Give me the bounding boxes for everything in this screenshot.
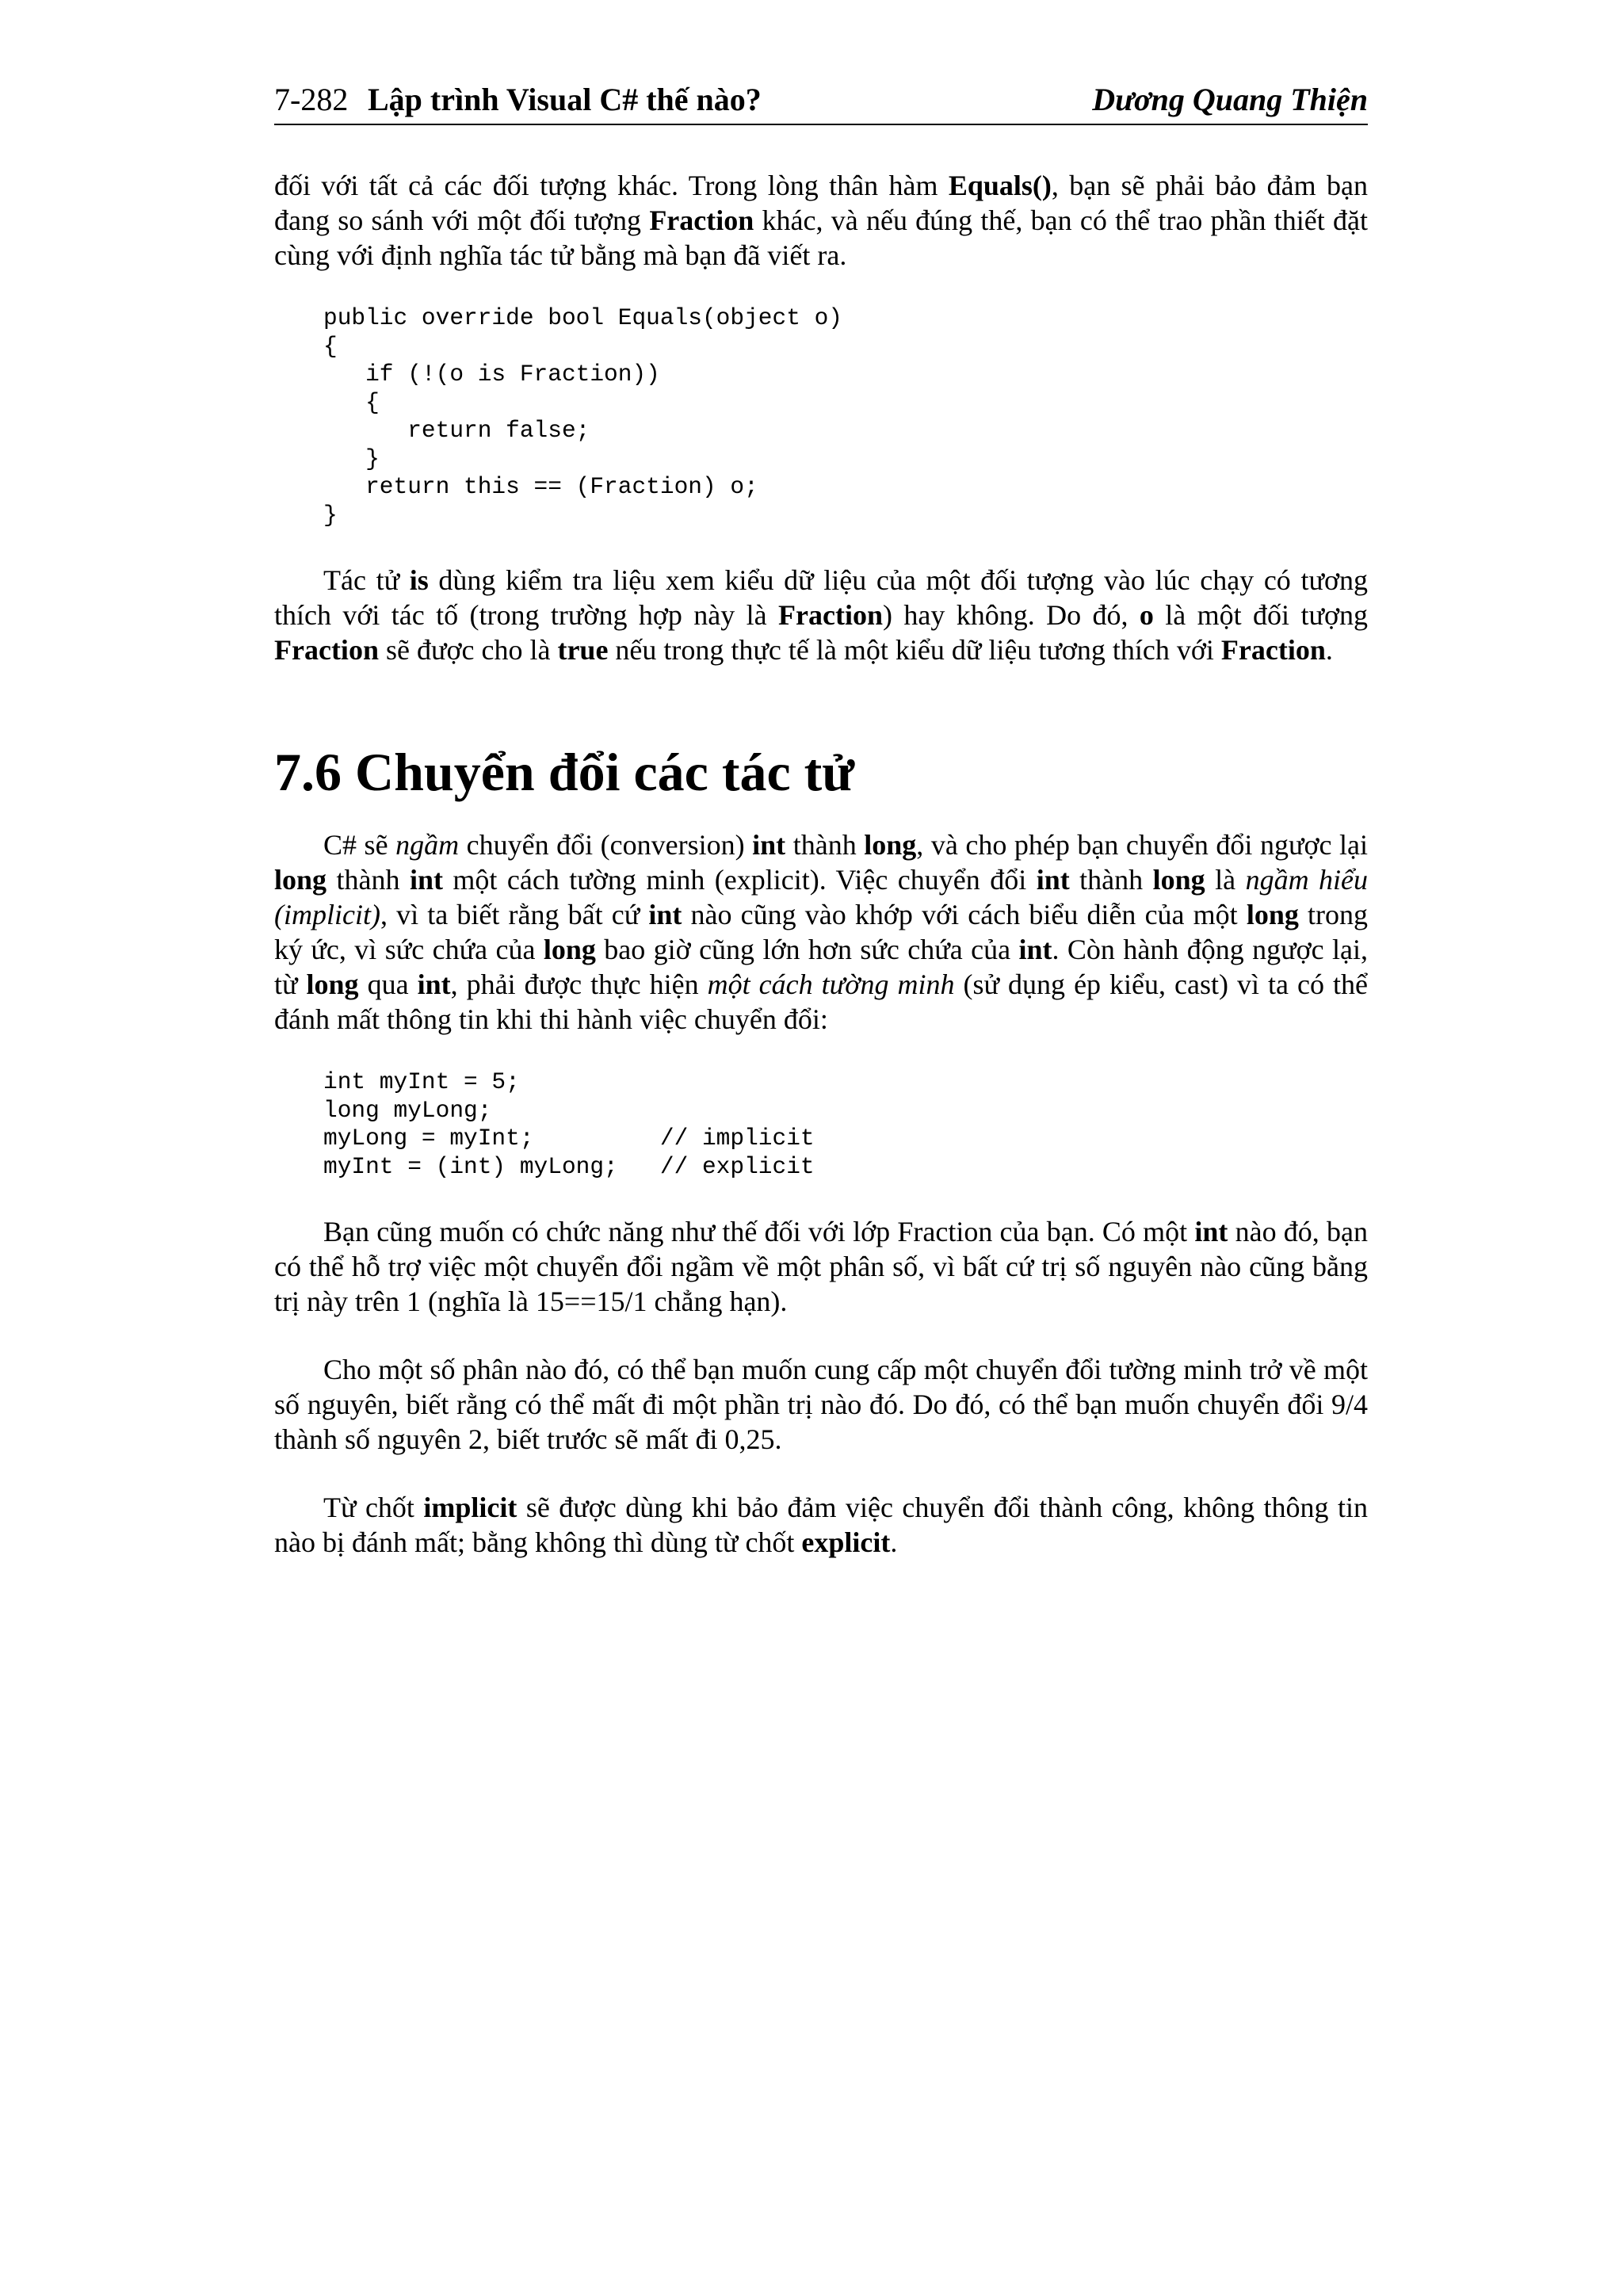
text-run: (sử dụng ép kiểu, cast) vì ta có thể đánh mất thông tin khi thi hành việc chuyển đổi: xyxy=(274,968,1369,1035)
text-run: thành xyxy=(1069,864,1153,896)
text-run: int xyxy=(409,864,443,896)
text-run: Bạn cũng muốn có chức năng như thế đối với lớp Fraction của bạn. Có một xyxy=(323,1216,1195,1247)
text-run: C# sẽ xyxy=(323,829,396,861)
text-run: . Còn hành động ngược lại, từ xyxy=(274,934,1369,1000)
paragraph-conversion-intro xyxy=(274,827,1368,1037)
text-run: một cách tường minh xyxy=(707,968,955,1000)
text-run: đối với tất cả các đối tượng khác. Trong lòng thân hàm xyxy=(274,170,949,201)
text-run: sẽ được cho là xyxy=(378,634,558,666)
text-run: int xyxy=(1036,864,1070,896)
text-run: int xyxy=(648,899,682,930)
text-run: bao giờ cũng lớn hơn sức chứa của xyxy=(595,934,1019,965)
text-run: , phải được thực hiện xyxy=(450,968,708,1000)
text-run: dùng kiểm tra liệu xem kiểu dữ liệu của một đối tượng vào lúc chạy có tương thích với tác tố (trong trường hợp này là xyxy=(274,564,1368,631)
text-run: true xyxy=(557,634,609,666)
text-run: thành xyxy=(785,829,865,861)
text-run: là xyxy=(1205,864,1246,896)
text-run: explicit xyxy=(801,1526,891,1558)
book-title: Lập trình Visual C# thế nào? xyxy=(368,82,762,117)
code-equals-method: public override bool Equals(object o) { if (!(o is Fraction)) { return false; } return this == (Fraction) o; } xyxy=(323,304,843,529)
text-run: Cho một số phân nào đó, có thể bạn muốn cung cấp một chuyển đổi tường minh trở về một số nguyên, biết rằng có thể mất đi một phần trị nào đó. Do đó, có thể bạn muốn chuyển đổi 9/4 thành số nguyên 2, biết trước sẽ mất đi 0,25. xyxy=(274,1354,1368,1455)
text-run: , vì ta biết rằng bất cứ xyxy=(380,899,649,930)
text-run: Tác tử xyxy=(323,564,410,596)
author-name: Dương Quang Thiện xyxy=(1092,82,1368,117)
text-run: long xyxy=(1152,864,1205,896)
text-run: is xyxy=(409,564,429,596)
text-run: . xyxy=(890,1526,898,1558)
text-run: Fraction xyxy=(274,634,379,666)
text-run: o xyxy=(1139,599,1154,631)
page-header xyxy=(274,73,1368,125)
text-run: khác, và nếu đúng thế, bạn có thể trao phần thiết đặt cùng với định nghĩa tác tử bằng mà bạn đã viết ra. xyxy=(274,204,1368,271)
text-run: trong ký ức, vì sức chứa của xyxy=(274,899,1368,965)
text-run: int xyxy=(752,829,786,861)
text-run: int xyxy=(1194,1216,1228,1247)
paragraph-equals-intro xyxy=(274,168,1368,273)
code-conversion-example: int myInt = 5; long myLong; myLong = myInt; // implicit myInt = (int) myLong; // explicit xyxy=(323,1068,815,1180)
paragraph-fraction-implicit xyxy=(274,1214,1368,1319)
text-run: là một đối tượng xyxy=(1153,599,1369,631)
text-run: Fraction xyxy=(649,204,754,236)
page-number: 7-282 xyxy=(274,82,349,117)
text-run: int xyxy=(1018,934,1052,965)
text-run: chuyển đổi (conversion) xyxy=(459,829,753,861)
text-run: nào cũng vào khớp với cách biểu diễn của một xyxy=(682,899,1247,930)
text-run: Fraction xyxy=(1220,634,1326,666)
text-run: Từ chốt xyxy=(323,1492,424,1523)
section-heading: 7.6 Chuyển đổi các tác tử xyxy=(274,742,855,802)
text-run: Equals() xyxy=(948,170,1052,201)
text-run: nào đó, bạn có thể hỗ trợ việc một chuyển đổi ngầm về một phân số, vì bất cứ trị số nguyên nào cũng bằng trị này trên 1 (nghĩa là 15==15/1 chẳng hạn). xyxy=(274,1216,1368,1317)
text-run: thành xyxy=(327,864,410,896)
text-run: nếu trong thực tế là một kiểu dữ liệu tương thích với xyxy=(608,634,1221,666)
text-run: long xyxy=(1246,899,1299,930)
text-run: long xyxy=(274,864,327,896)
text-run: một cách tường minh (explicit). Việc chuyển đổi xyxy=(442,864,1037,896)
text-run: sẽ được dùng khi bảo đảm việc chuyển đổi thành công, không thông tin nào bị đánh mất; bằng không thì dùng từ chốt xyxy=(274,1492,1369,1558)
page-body xyxy=(274,168,1368,1560)
text-run: long xyxy=(306,968,359,1000)
text-run: long xyxy=(864,829,917,861)
text-run: . xyxy=(1325,634,1333,666)
text-run: , bạn sẽ phải bảo đảm bạn đang so sánh với một đối tượng xyxy=(274,170,1368,236)
text-run: long xyxy=(543,934,596,965)
text-run: ngầm xyxy=(395,829,460,861)
text-run: ) hay không. Do đó, xyxy=(882,599,1140,631)
text-run: int xyxy=(417,968,451,1000)
text-run: ngầm hiểu (implicit) xyxy=(274,864,1369,930)
paragraph-is-operator xyxy=(274,563,1368,667)
text-run: Fraction xyxy=(778,599,883,631)
text-run: , và cho phép bạn chuyển đổi ngược lại xyxy=(916,829,1368,861)
paragraph-fraction-explicit xyxy=(274,1352,1368,1457)
paragraph-keywords xyxy=(274,1490,1368,1560)
text-run: qua xyxy=(358,968,418,1000)
text-run: implicit xyxy=(423,1492,517,1523)
